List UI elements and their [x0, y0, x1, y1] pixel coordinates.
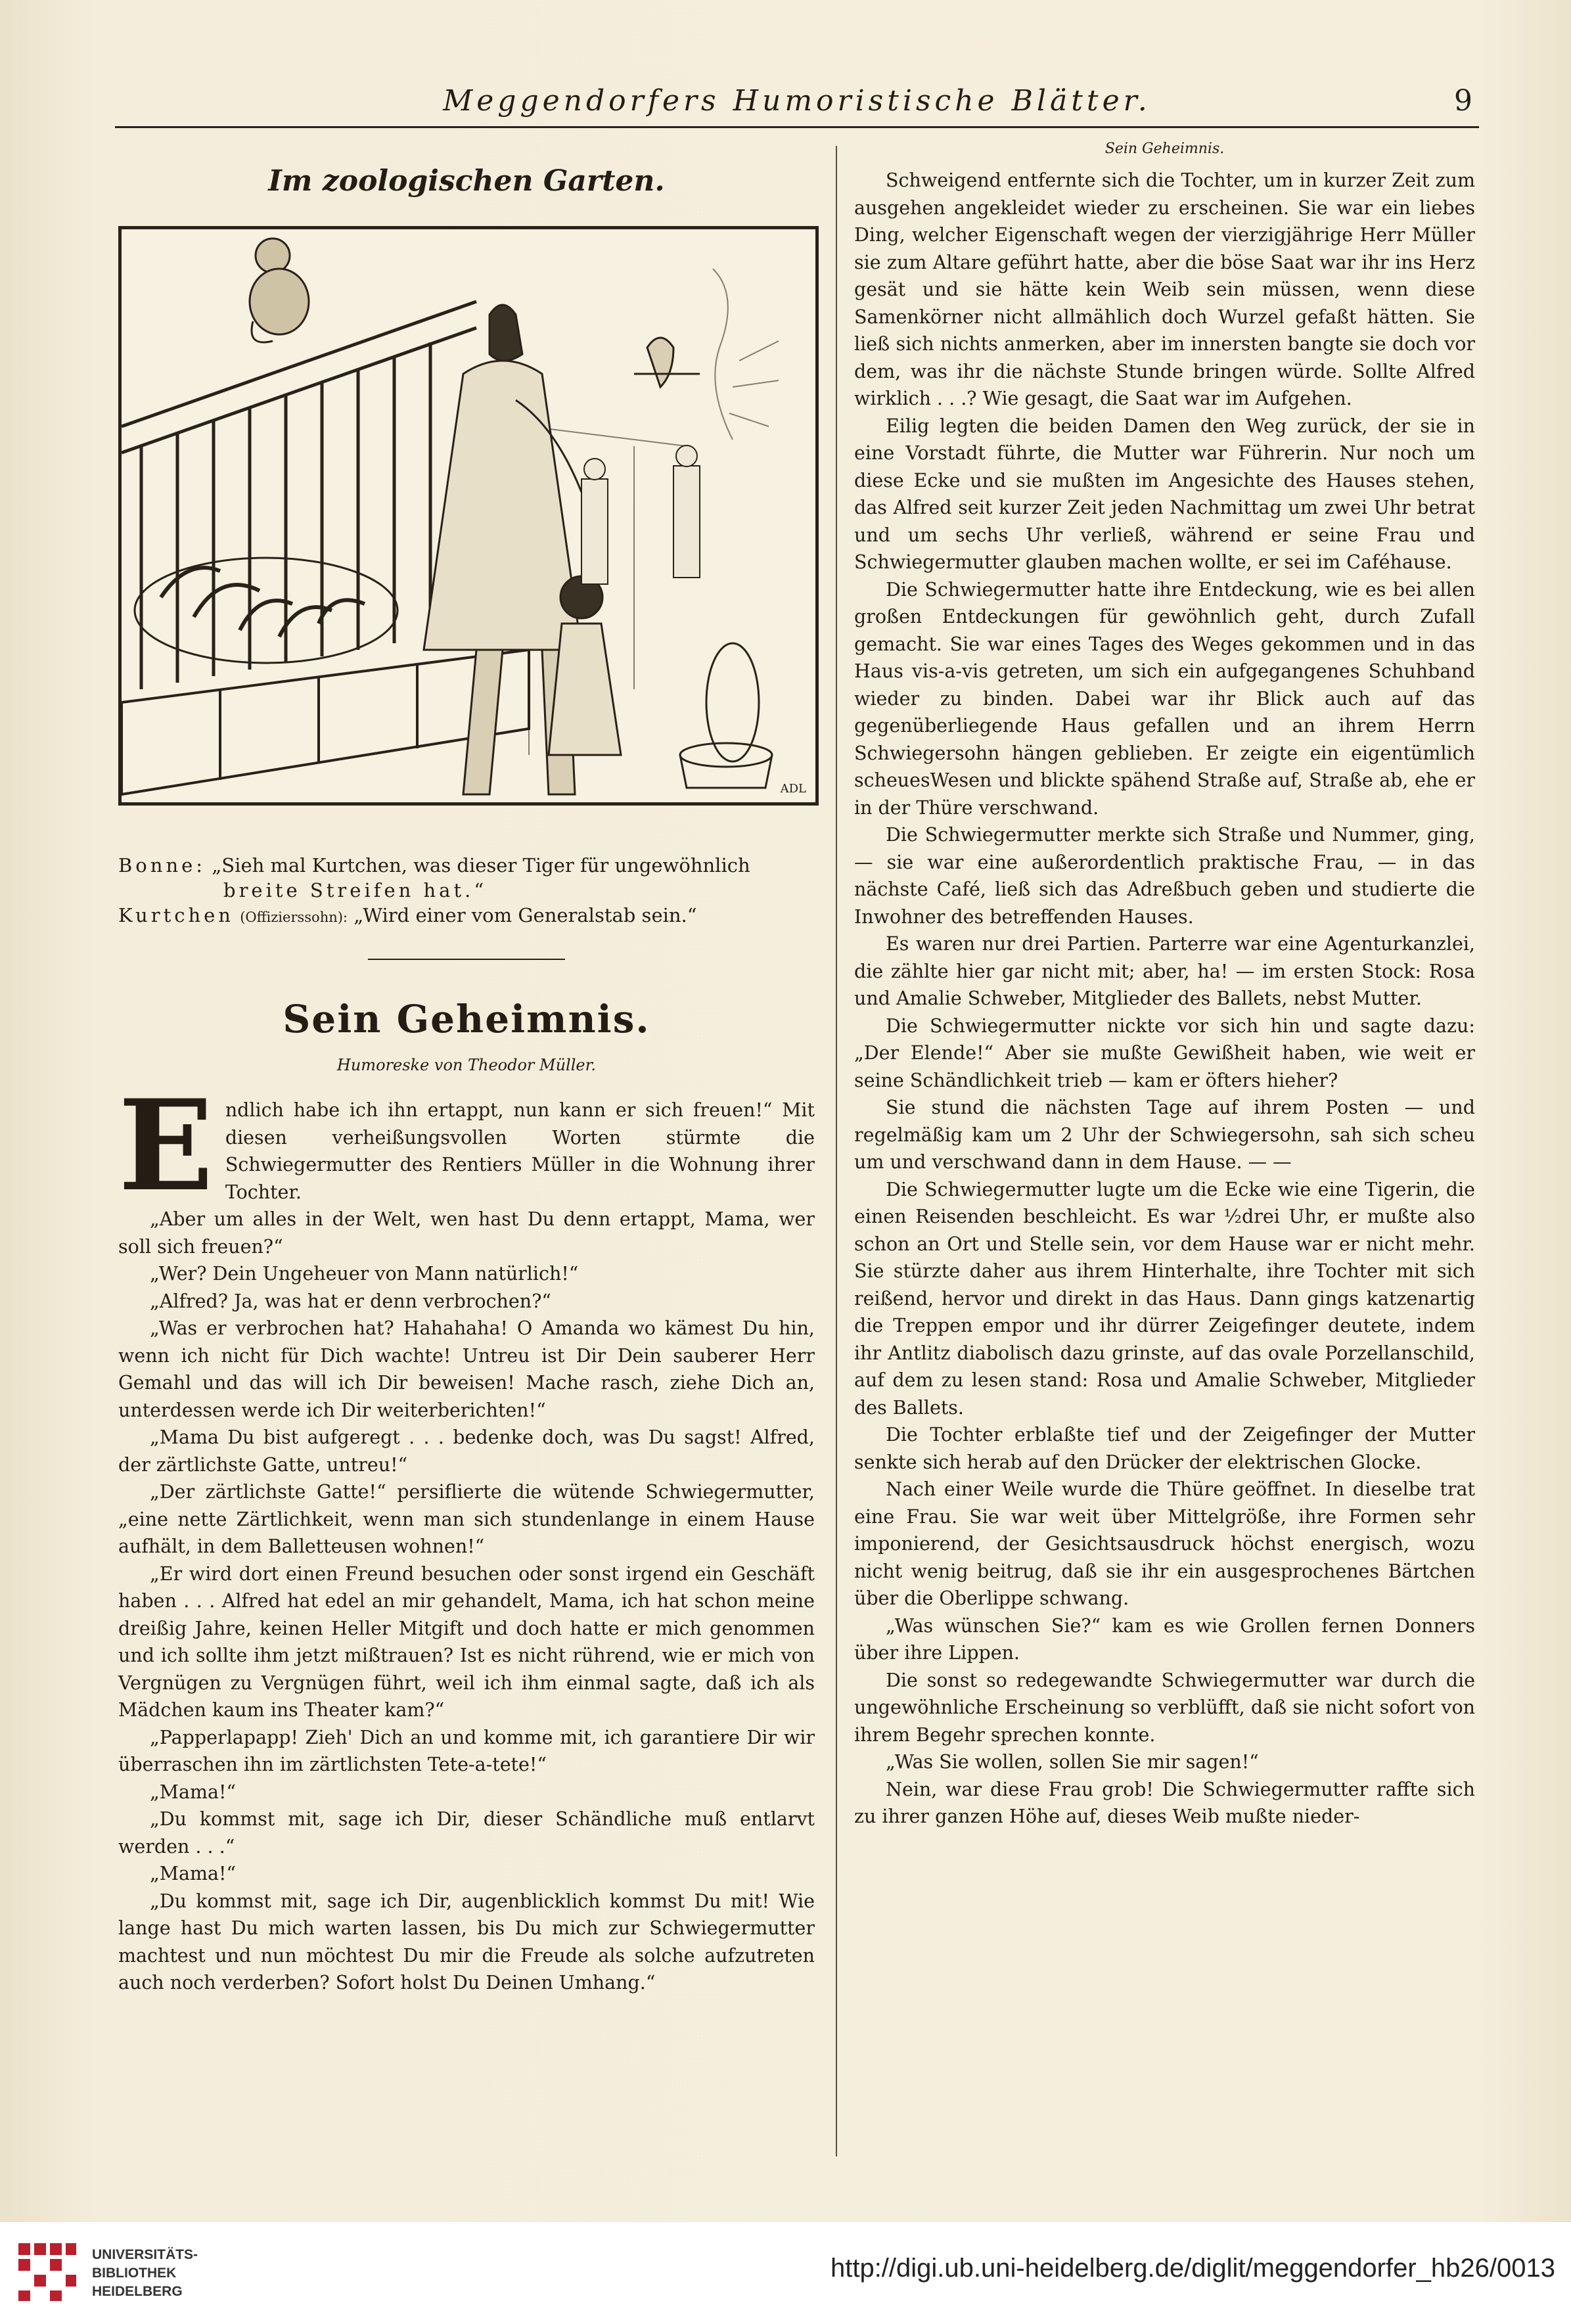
digitization-footer [0, 2222, 1571, 2324]
library-name [92, 2246, 198, 2301]
cartoon-caption [118, 853, 815, 930]
story-title: Sein Geheimnis. [283, 997, 650, 1041]
running-title: Meggendorfers Humoristische Blätter. [443, 84, 1151, 118]
story-author: Humoreske von Theodor Müller. [336, 1056, 597, 1074]
paragraph: „Du kommst mit, sage ich Dir, augenblicklich kommst Du mit! Wie lange hast Du mich warten lassen, bis Du mich zur Schwiegermutter machtest und nun möchtest Du mir die Freude als solche aufzutreten auch noch verderben? Sofort holst Du Deinen Umhang.“ [118, 1890, 815, 1994]
cartoon-title: Im zoologischen Garten. [268, 164, 665, 198]
paragraph: Die Tochter erblaßte tief und der Zeigefinger der Mutter senkte sich herab auf den Drücker der elektrischen Glocke. [854, 1424, 1475, 1473]
library-line-2: BIBLIOTHEK [92, 2266, 177, 2281]
page-number: 9 [1454, 84, 1472, 118]
paragraph: Die Schwiegermutter merkte sich Straße und Nummer, ging, — sie war eine außerordentlich praktische Frau, — in das nächste Café, ließ sich das Adreßbuch geben und studierte die Inwohner des betreffenden Hauses. [854, 824, 1475, 928]
paragraph: „Was er verbrochen hat? Hahahaha! O Amanda wo kämest Du hin, wenn ich nicht für Dich wachte! Untreu ist Dir Dein sauberer Herr Gemahl und das will ich Dir beweisen! Mache rasch, ziehe Dich an, unterdessen werde ich Dir weiterberichten!“ [118, 1317, 815, 1421]
paragraph: Nein, war diese Frau grob! Die Schwiegermutter raffte sich zu ihrer ganzen Höhe auf, dieses Weib mußte nieder- [854, 1778, 1475, 1827]
paragraph: Die sonst so redegewandte Schwiegermutter war durch die ungewöhnliche Erscheinung so verblüfft, daß sie nicht sofort von ihrem Begehr sprechen konnte. [854, 1669, 1475, 1746]
running-head [115, 84, 1479, 128]
column-divider [836, 146, 837, 2156]
paragraph: „Er wird dort einen Freund besuchen oder sonst irgend ein Geschäft haben . . . Alfred hat edel an mir gehandelt, Mama, ich hat schon meine dreißig Jahre, keinen Heller Mitgift und doch hatte er mich genommen und ich sollte ihm jetzt mißtrauen? Ist es nicht rührend, wie er mich von Vergnügen zu Vergnügen führt, weil ich ihm einmal sagte, daß ich als Mädchen kaum ins Theater kam?“ [118, 1562, 815, 1721]
left-column [118, 146, 815, 1997]
paragraph: Nach einer Weile wurde die Thüre geöffnet. In dieselbe trat eine Frau. Sie war weit über Mittelgröße, ihre Formen sehr imponierend, der Gesichtsausdruck höchst energisch, wozu nicht wenig beitrug, daß sie ihr ein ausgesprochenes Bärtchen über die Oberlippe schwang. [854, 1478, 1475, 1609]
paragraph: „Was Sie wollen, sollen Sie mir sagen!“ [886, 1751, 1259, 1773]
caption-speaker-1: Bonne: [118, 854, 206, 877]
paragraph: „Wer? Dein Ungeheuer von Mann natürlich!“ [150, 1263, 579, 1285]
drop-cap: E [118, 1072, 214, 1219]
paragraph: „Du kommst mit, sage ich Dir, dieser Schändliche muß entlarvt werden . . .“ [118, 1808, 815, 1857]
library-line-3: HEIDELBERG [92, 2284, 183, 2299]
paragraph: „Mama Du bist aufgeregt . . . bedenke doch, was Du sagst! Alfred, der zärtlichste Gatte, untreu!“ [118, 1426, 815, 1476]
caption-text-3: „Wird einer vom Generalstab sein.“ [353, 904, 697, 926]
paragraph: „Aber um alles in der Welt, wen hast Du denn ertappt, Mama, wer soll sich freuen?“ [118, 1208, 815, 1258]
cartoon-drawing [122, 229, 815, 802]
first-paragraph [118, 1072, 815, 1219]
paragraph: „Alfred? Ja, was hat er denn verbrochen?“ [150, 1290, 551, 1312]
paragraph: Sie stund die nächsten Tage auf ihrem Posten — und regelmäßig kam um 2 Uhr der Schwiegersohn, sah sich scheu um und verschwand dann in dem Hause. — — [854, 1097, 1475, 1173]
section-rule [368, 959, 565, 960]
library-line-1: UNIVERSITÄTS- [92, 2247, 198, 2262]
paragraph: Die Schwiegermutter hatte ihre Entdeckung, wie es bei allen großen Entdeckungen für gewöhnlich geht, durch Zufall gemacht. Sie war eines Tages des Weges gekommen und in das Haus vis-a-vis getreten, um sich ein aufgegangenes Schuhband wieder zu binden. Dabei war ihr Blick auch auf das gegenüberliegende Haus gefallen und an ihrem Herrn Schwiegersohn hängen geblieben. Er zeigte ein eigentümlich scheuesWesen und blickte spähend Straße auf, Straße ab, ehe er in der Thüre verschwand. [854, 578, 1475, 819]
paragraph: „Mama!“ [150, 1781, 236, 1803]
paragraph: Die Schwiegermutter nickte vor sich hin und sagte dazu: „Der Elende!“ Aber sie mußte Gewißheit haben, wie weit er seine Schändlichkeit trieb — kam er öfters hieher? [854, 1014, 1475, 1091]
paragraph: „Was wünschen Sie?“ kam es wie Grollen fernen Donners über ihre Lippen. [854, 1614, 1475, 1664]
paragraph: Es waren nur drei Partien. Parterre war eine Agenturkanzlei, die zählte hier gar nicht mit; aber, ha! — im ersten Stock: Rosa und Amalie Schweber, Mitglieder des Ballets, nebst Mutter. [854, 933, 1475, 1009]
artist-signature: ADL [780, 782, 806, 796]
cartoon-illustration [118, 226, 819, 806]
caption-speaker-note: (Offizierssohn): [240, 909, 348, 925]
story-text-left [118, 1072, 815, 1997]
caption-speaker-2: Kurtchen [118, 904, 234, 926]
paragraph: „Mama!“ [150, 1863, 236, 1884]
paragraph: Eilig legten die beiden Damen den Weg zurück, der sie in eine Vorstadt führte, die Mutter war Führerin. Nur noch um diese Ecke und sie mußten im Angesichte des Hauses stehen, das Alfred seit kurzer Zeit jeden Nachmittag um zwei Uhr betrat und um sechs Uhr verließ, während er seine Frau und Schwiegermutter glauben machen wollte, er sei im Caféhause. [854, 415, 1475, 573]
paragraph: „Papperlapapp! Zieh' Dich an und komme mit, ich garantiere Dir wir überraschen ihn im zärtlichsten Tete-a-tete!“ [118, 1726, 815, 1775]
university-seal-icon [14, 2239, 80, 2305]
paragraph: ndlich habe ich ihn ertappt, nun kann er sich freuen!“ Mit diesen verheißungsvollen Worten stürmte die Schwiegermutter des Rentiers Müller in die Wohnung ihrer Tochter. [225, 1099, 815, 1203]
caption-text-2: breite Streifen hat.“ [223, 879, 488, 901]
source-url[interactable]: http://digi.ub.uni-heidelberg.de/diglit/meggendorfer_hb26/0013 [830, 2254, 1555, 2283]
paragraph: Die Schwiegermutter lugte um die Ecke wie eine Tigerin, die einen Reisenden beschleicht. Es war ½drei Uhr, er mußte also schon an Ort und Stelle sein, vor dem Hause war er nicht mehr. Sie stürzte daher aus ihrem Hinterhalte, ihre Tochter mit sich reißend, hervor und direkt in das Haus. Dann gings katzenartig die Treppen empor und ihr dürrer Zeigefinger deutete, indem ihr Antlitz diabolisch dazu grinste, auf das ovale Porzellanschild, auf dem zu lesen stand: Rosa und Amalie Schweber, Mitglieder des Ballets. [854, 1178, 1475, 1419]
column-head: Sein Geheimnis. [1104, 141, 1225, 157]
right-column [854, 141, 1475, 1831]
paragraph: Schweigend entfernte sich die Tochter, um in kurzer Zeit zum ausgehen angekleidet wieder zu erscheinen. Sie war ein liebes Ding, welcher Eigenschaft wegen der vierzigjährige Herr Müller sie zum Altare geführt hatte, aber die böse Saat war ihr ins Herz gesät und sie hätte kein Weib sein müssen, wenn diese Samenkörner nicht allmählich doch Wurzel gefaßt hätten. Sie ließ sich nichts anmerken, aber im innersten bangte sie doch vor dem, was ihr die nächste Stunde bringen würde. Sollte Alfred wirklich . . .? Wie gesagt, die Saat war im Aufgehen. [854, 170, 1475, 409]
caption-text-1: „Sieh mal Kurtchen, was dieser Tiger für ungewöhnlich [212, 854, 750, 877]
paragraph: „Der zärtlichste Gatte!“ persiflierte die wütende Schwiegermutter, „eine nette Zärtlichkeit, wenn man sich stundenlange in einem Hause aufhält, in dem Balletteusen wohnen!“ [118, 1481, 815, 1557]
story-text-right [854, 167, 1475, 1831]
